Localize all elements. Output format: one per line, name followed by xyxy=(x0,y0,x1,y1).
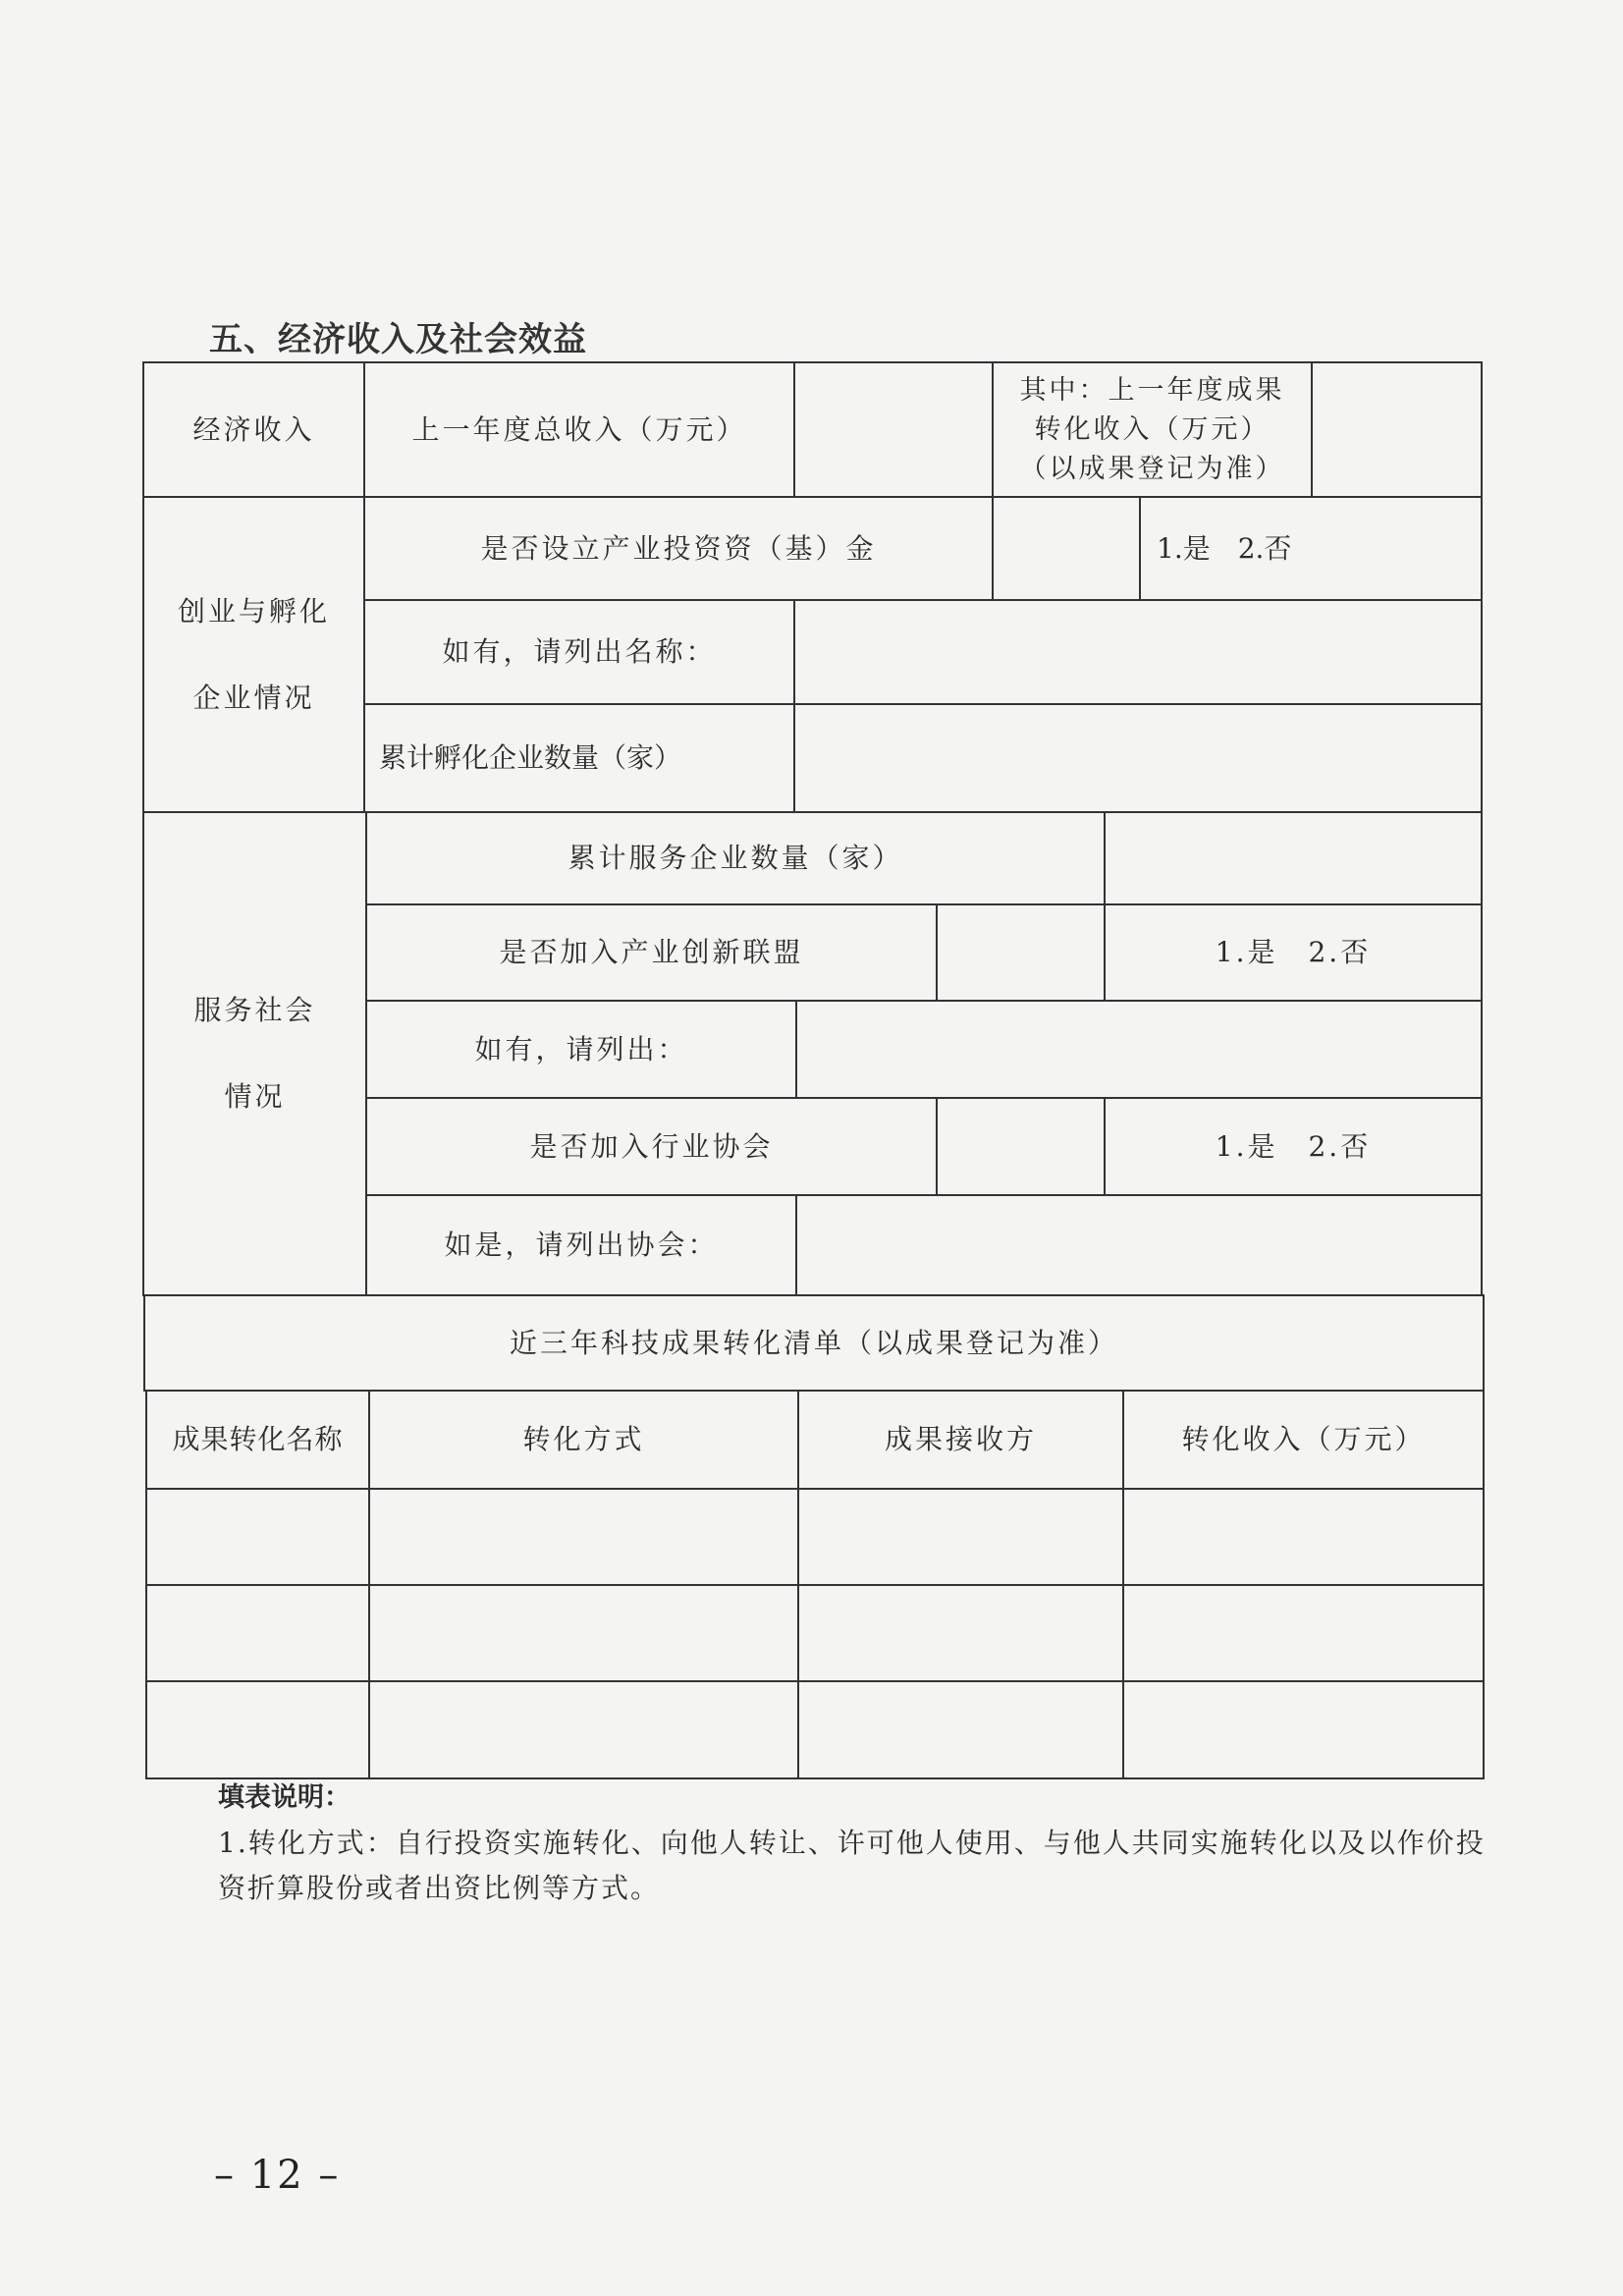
row-3-name-input[interactable] xyxy=(145,1680,370,1779)
incubated-count-input[interactable] xyxy=(793,703,1483,813)
row-3-method-input[interactable] xyxy=(368,1680,799,1779)
fund-answer-input[interactable] xyxy=(992,496,1141,601)
fund-name-input[interactable] xyxy=(793,599,1483,705)
total-income-label-cell xyxy=(363,361,795,498)
fund-options: 1.是 2.否 xyxy=(1157,531,1292,565)
row-1-recipient-input[interactable] xyxy=(797,1488,1124,1586)
column-header-name: 成果转化名称 xyxy=(172,1423,344,1455)
row-3-recipient-input[interactable] xyxy=(797,1680,1124,1779)
served-count-label: 累计服务企业数量（家） xyxy=(568,842,903,874)
row-2-income-input[interactable] xyxy=(1122,1584,1485,1682)
social-service-label-line-2: 情况 xyxy=(224,1080,286,1113)
instructions-title: 填表说明： xyxy=(218,1782,351,1813)
transfer-list-title-cell xyxy=(143,1294,1485,1392)
association-answer-input[interactable] xyxy=(936,1097,1106,1196)
association-list-label-cell xyxy=(365,1194,797,1296)
column-header-recipient: 成果接收方 xyxy=(884,1423,1037,1455)
total-income-label: 上一年度总收入（万元） xyxy=(411,412,747,446)
row-1-name-input[interactable] xyxy=(145,1488,370,1586)
association-question-cell xyxy=(365,1097,938,1196)
social-service-label-line-1: 服务社会 xyxy=(193,994,316,1026)
incubated-count-label-cell xyxy=(363,703,795,813)
served-count-input[interactable] xyxy=(1104,811,1483,905)
economic-income-label-cell xyxy=(142,361,365,498)
row-2-recipient-input[interactable] xyxy=(797,1584,1124,1682)
fund-name-label: 如有，请列出名称： xyxy=(442,635,717,668)
transfer-list-header-name xyxy=(145,1390,370,1490)
association-list-label: 如是，请列出协会： xyxy=(444,1229,719,1261)
incubated-count-label: 累计孵化企业数量（家） xyxy=(379,741,682,774)
transfer-income-input[interactable] xyxy=(1311,361,1483,498)
incubation-label-line-2: 企业情况 xyxy=(192,681,315,714)
fund-name-label-cell xyxy=(363,599,795,705)
association-question-label: 是否加入行业协会 xyxy=(529,1129,774,1163)
row-1-method-input[interactable] xyxy=(368,1488,799,1586)
alliance-list-label-cell xyxy=(365,1000,797,1099)
economic-income-label: 经济收入 xyxy=(192,412,315,446)
transfer-income-label-line-1: 其中：上一年度成果 xyxy=(1019,374,1285,406)
alliance-question-cell xyxy=(365,903,938,1002)
transfer-income-label-cell xyxy=(992,361,1313,498)
row-1-income-input[interactable] xyxy=(1122,1488,1485,1586)
alliance-list-label: 如有，请列出： xyxy=(474,1032,688,1066)
total-income-input[interactable] xyxy=(793,361,994,498)
fund-options-cell[interactable] xyxy=(1139,496,1483,601)
alliance-options: 1.是 2.否 xyxy=(1215,936,1372,968)
association-options-cell[interactable] xyxy=(1104,1097,1483,1196)
transfer-list-title: 近三年科技成果转化清单（以成果登记为准） xyxy=(509,1326,1118,1359)
filling-instructions xyxy=(218,1776,1494,1911)
association-options: 1.是 2.否 xyxy=(1215,1129,1372,1163)
association-list-input[interactable] xyxy=(795,1194,1483,1296)
transfer-list-header-income xyxy=(1122,1390,1485,1490)
alliance-list-input[interactable] xyxy=(795,1000,1483,1099)
served-count-label-cell xyxy=(365,811,1106,905)
instruction-item: 1.转化方式：自行投资实施转化、向他人转让、许可他人使用、与他人共同实施转化以及以作价投资折算股份或者出资比例等方式。 xyxy=(218,1827,1486,1904)
page-number: – 12 – xyxy=(214,2153,341,2198)
column-header-method: 转化方式 xyxy=(522,1423,645,1455)
row-2-name-input[interactable] xyxy=(145,1584,370,1682)
incubation-label-cell xyxy=(142,496,365,813)
transfer-income-label-line-2: 转化收入（万元） xyxy=(1034,413,1271,445)
alliance-options-cell[interactable] xyxy=(1104,903,1483,1002)
transfer-list-header-method xyxy=(368,1390,799,1490)
column-header-income: 转化收入（万元） xyxy=(1181,1423,1426,1455)
incubation-label-line-1: 创业与孵化 xyxy=(177,594,330,628)
fund-question-label: 是否设立产业投资资（基）金 xyxy=(480,531,877,565)
social-service-label-cell xyxy=(142,811,367,1296)
transfer-list-header-recipient xyxy=(797,1390,1124,1490)
row-3-income-input[interactable] xyxy=(1122,1680,1485,1779)
alliance-answer-input[interactable] xyxy=(936,903,1106,1002)
alliance-question-label: 是否加入产业创新联盟 xyxy=(499,936,804,968)
section-title: 五、经济收入及社会效益 xyxy=(209,320,587,359)
row-2-method-input[interactable] xyxy=(368,1584,799,1682)
fund-question-cell xyxy=(363,496,994,601)
transfer-income-label-line-3: （以成果登记为准） xyxy=(1019,453,1285,484)
